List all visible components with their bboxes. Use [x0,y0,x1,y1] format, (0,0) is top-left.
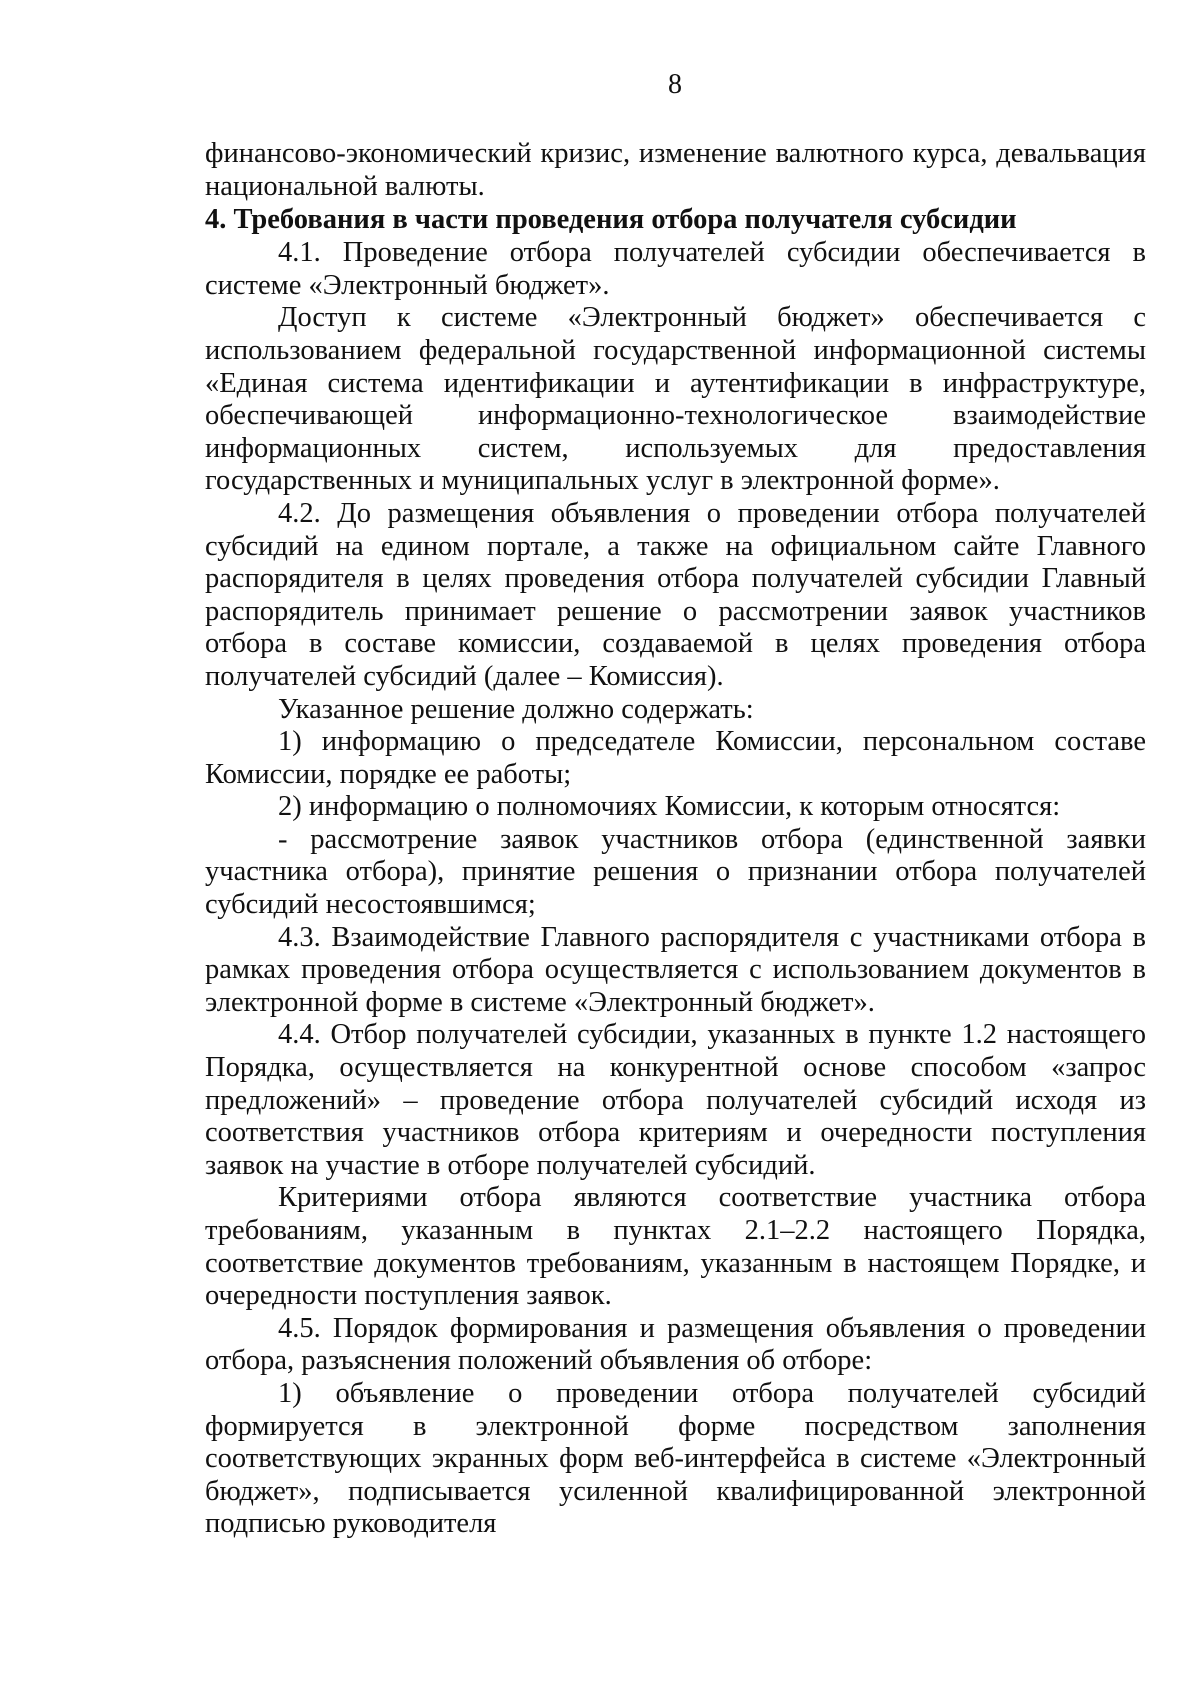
list-item-2: 2) информацию о полномочиях Комиссии, к которым относятся: [278,791,1061,823]
paragraph-criteria: Критериями отбора являются соответствие участника отбора требованиям, указанным в пунктах 2.1–2.2 настоящего Порядка, соответствие документов требованиям, указанным в настоящем Порядке, и очередности поступления заявок. [205,1182,1146,1312]
paragraph-4-1: 4.1. Проведение отбора получателей субсидии обеспечивается в системе «Электронный бюджет». [205,237,1146,301]
paragraph-decision-contents: Указанное решение должно содержать: [278,693,754,725]
document-body [205,138,1146,1541]
list-item-1: 1) информацию о председателе Комиссии, персональном составе Комиссии, порядке ее работы; [205,726,1146,790]
section-heading: 4. Требования в части проведения отбора получателя субсидии [205,204,1017,236]
paragraph-4-5-item-1: 1) объявление о проведении отбора получателей субсидий формируется в электронной форме посредством заполнения соответствующих экранных форм веб-интерфейса в системе «Электронный бюджет», подписывается усиленной квалифицированной электронной подписью руководителя [205,1377,1146,1540]
page-number: 8 [668,69,682,100]
paragraph-access: Доступ к системе «Электронный бюджет» обеспечивается с использованием федеральной государственной информационной системы «Единая система идентификации и аутентификации в инфраструктуре, обеспечивающей информационно-технологическое взаимодействие информационных систем, используемых для предоставления государственных и муниципальных услуг в электронной форме». [205,302,1146,497]
paragraph-4-4: 4.4. Отбор получателей субсидии, указанных в пункте 1.2 настоящего Порядка, осуществляется на конкурентной основе способом «запрос предложений» – проведение отбора получателей субсидий исходя из соответствия участников отбора критериям и очередности поступления заявок на участие в отборе получателей субсидий. [205,1019,1146,1181]
paragraph-4-5: 4.5. Порядок формирования и размещения объявления о проведении отбора, разъяснения положений объявления об отборе: [205,1312,1146,1377]
opening-paragraph: финансово-экономический кризис, изменение валютного курса, девальвация национальной валюты. [205,138,1146,202]
list-item-dash: - рассмотрение заявок участников отбора (единственной заявки участника отбора), принятие решения о признании отбора получателей субсидий несостоявшимся; [205,823,1146,921]
paragraph-4-3: 4.3. Взаимодействие Главного распорядителя с участниками отбора в рамках проведения отбора осуществляется с использованием документов в электронной форме в системе «Электронный бюджет». [205,921,1146,1018]
paragraph-4-2: 4.2. До размещения объявления о проведении отбора получателей субсидий на едином портале, а также на официальном сайте Главного распорядителя в целях проведения отбора получателей субсидии Главный распорядитель принимает решение о рассмотрении заявок участников отбора в составе комиссии, создаваемой в целях проведения отбора получателей субсидий (далее – Комиссия). [205,497,1146,692]
